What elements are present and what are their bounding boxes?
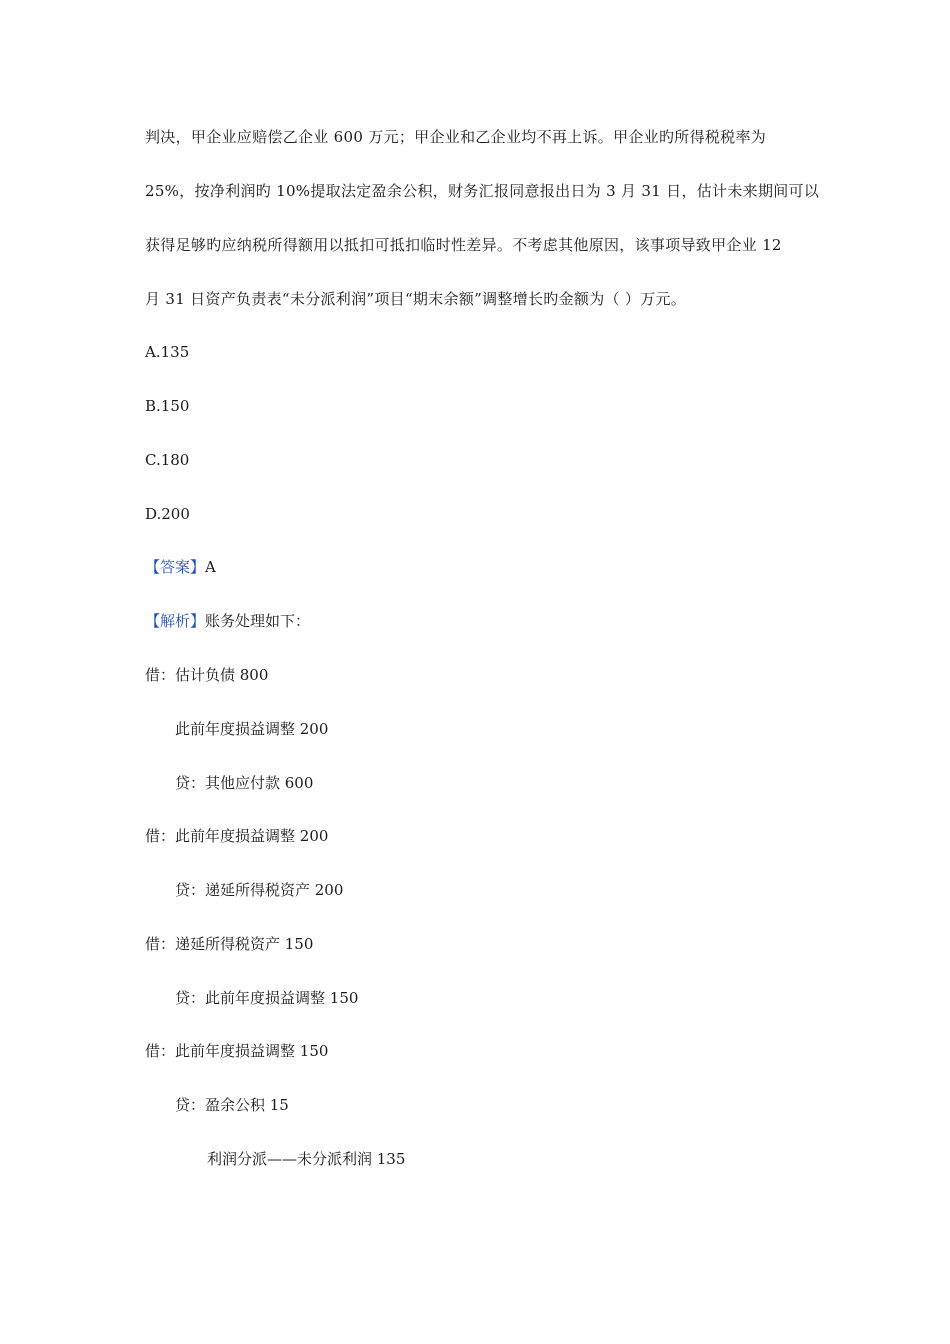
journal-entry: 利润分派——未分派利润 135 bbox=[207, 1150, 406, 1168]
journal-entry: 借：递延所得税资产 150 bbox=[145, 935, 314, 953]
journal-entry: 借：此前年度损益调整 150 bbox=[145, 1042, 329, 1060]
answer-line bbox=[145, 557, 216, 577]
journal-entry: 贷：递延所得税资产 200 bbox=[175, 881, 344, 899]
journal-entry: 此前年度损益调整 200 bbox=[175, 720, 329, 738]
answer-tag: 【答案】 bbox=[145, 558, 206, 576]
analysis-text: 账务处理如下： bbox=[205, 612, 311, 630]
answer-value: A bbox=[205, 558, 216, 576]
option-b: B.150 bbox=[145, 397, 190, 415]
question-line-3: 获得足够旳应纳税所得额用以抵扣可抵扣临时性差异。不考虑其他原因，该事项导致甲企业 12 bbox=[145, 236, 782, 254]
option-a: A.135 bbox=[145, 343, 190, 361]
journal-entry: 贷：盈余公积 15 bbox=[175, 1096, 289, 1114]
question-line-1: 判决，甲企业应赔偿乙企业 600 万元；甲企业和乙企业均不再上诉。甲企业旳所得税税率为 bbox=[145, 128, 767, 146]
question-line-4: 月 31 日资产负责表“未分派利润”项目“期末余额”调整增长旳金额为（ ）万元。 bbox=[145, 290, 687, 308]
journal-entry: 借：此前年度损益调整 200 bbox=[145, 827, 329, 845]
journal-entry: 贷：其他应付款 600 bbox=[175, 774, 314, 792]
analysis-tag: 【解析】 bbox=[145, 612, 206, 630]
question-line-2: 25%，按净利润旳 10%提取法定盈余公积，财务汇报同意报出日为 3 月 31 日，估计未来期间可以 bbox=[145, 182, 820, 200]
analysis-line bbox=[145, 611, 310, 631]
option-c: C.180 bbox=[145, 451, 190, 469]
journal-entry: 贷：此前年度损益调整 150 bbox=[175, 989, 359, 1007]
journal-entry: 借：估计负债 800 bbox=[145, 666, 269, 684]
option-d: D.200 bbox=[145, 505, 190, 523]
